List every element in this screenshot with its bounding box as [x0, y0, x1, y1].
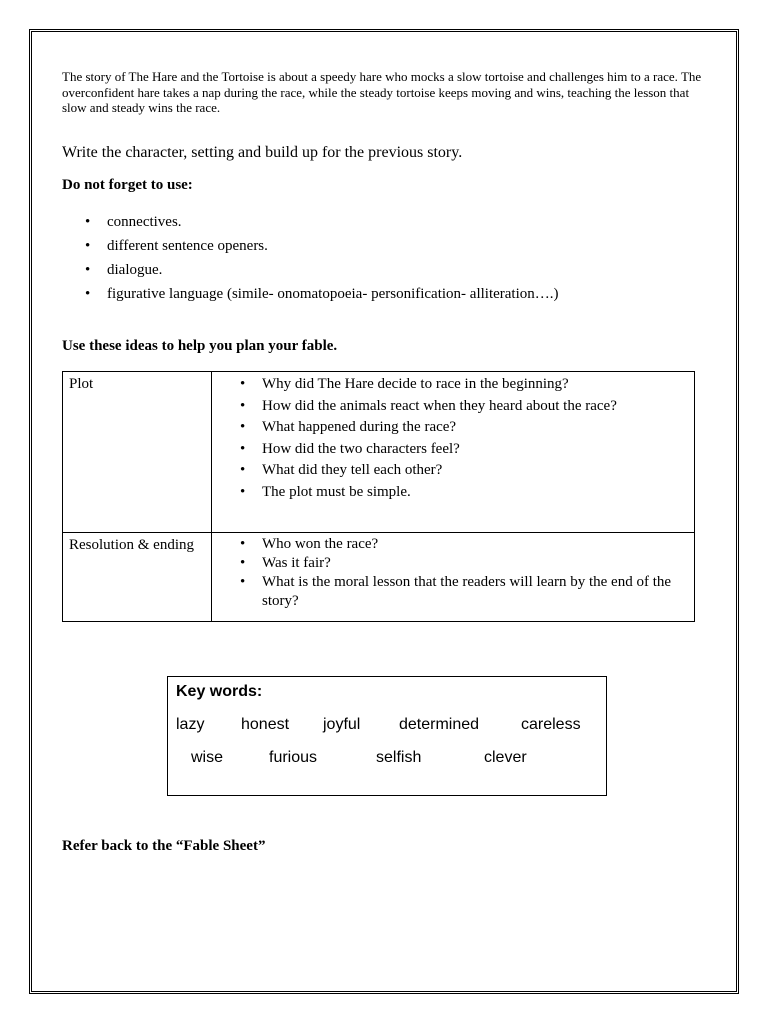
plan-heading: Use these ideas to help you plan your fable.: [62, 338, 338, 354]
list-item: • Who won the race?: [218, 535, 689, 554]
writing-instruction: Write the character, setting and build up for the previous story.: [62, 144, 463, 161]
reminder-heading: Do not forget to use:: [62, 177, 193, 193]
list-item: • What happened during the race?: [218, 417, 689, 439]
keyword: honest: [241, 716, 290, 733]
reminder-list: [62, 210, 559, 306]
intro-paragraph: The story of The Hare and the Tortoise is about a speedy hare who mocks a slow tortoise and challenges him to a race. The overconfident hare takes a nap during the race, while the steady tortoise keeps moving and wins, teaching the lesson that slow and steady wins the race.: [62, 69, 702, 115]
list-item: • How did the animals react when they heard about the race?: [218, 396, 689, 418]
row-label-plot: Plot: [63, 372, 212, 533]
list-item: • figurative language (simile- onomatopoeia- personification- alliteration….): [62, 282, 559, 306]
keyword: joyful: [323, 716, 361, 733]
key-words-box: [167, 676, 607, 796]
keyword: selfish: [376, 749, 422, 766]
plot-ideas-list: [218, 374, 689, 503]
list-item: • different sentence openers.: [62, 234, 559, 258]
list-item: • connectives.: [62, 210, 559, 234]
table-row: [63, 372, 695, 533]
resolution-ideas-cell: [212, 533, 695, 622]
keyword: lazy: [176, 716, 205, 733]
keyword: clever: [484, 749, 527, 766]
resolution-ideas-list: [218, 535, 689, 611]
list-item: • The plot must be simple.: [218, 482, 689, 504]
keyword: furious: [269, 749, 318, 766]
keyword: careless: [521, 716, 581, 733]
keyword: determined: [399, 716, 480, 733]
list-item: • What did they tell each other?: [218, 460, 689, 482]
list-item: • Was it fair?: [218, 554, 689, 573]
refer-back-note: Refer back to the “Fable Sheet”: [62, 838, 266, 854]
row-label-resolution: Resolution & ending: [63, 533, 212, 622]
table-row: [63, 533, 695, 622]
plan-table: [62, 371, 695, 622]
list-item: • dialogue.: [62, 258, 559, 282]
list-item: • How did the two characters feel?: [218, 439, 689, 461]
keyword: wise: [191, 749, 224, 766]
list-item: • What is the moral lesson that the readers will learn by the end of the story?: [218, 573, 689, 611]
key-words-title: Key words:: [176, 683, 263, 700]
plot-ideas-cell: [212, 372, 695, 533]
list-item: • Why did The Hare decide to race in the beginning?: [218, 374, 689, 396]
